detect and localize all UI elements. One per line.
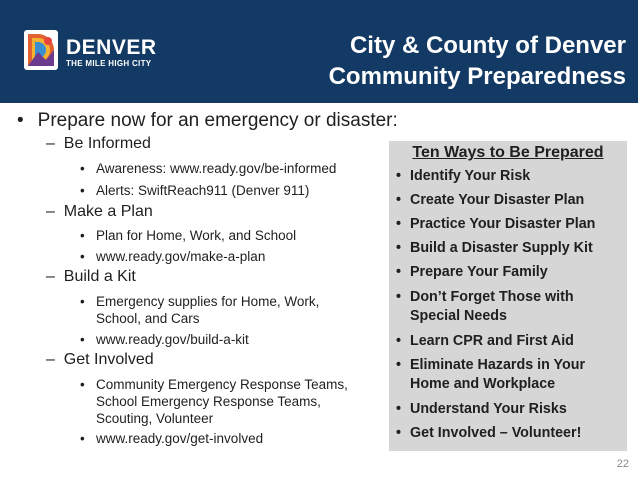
- list-item: • www.ready.gov/get-involved: [80, 431, 264, 446]
- section-heading: – Get Involved: [46, 351, 154, 368]
- list-item: • Practice Your Disaster Plan: [396, 216, 596, 232]
- bullet-icon: •: [396, 333, 402, 349]
- list-item: • Get Involved – Volunteer!: [396, 425, 582, 441]
- list-item: • Emergency supplies for Home, Work, School, and Cars: [80, 294, 320, 326]
- bullet-icon: •: [396, 289, 402, 305]
- ten-ways-title: Ten Ways to Be Prepared: [412, 144, 604, 161]
- section-heading: – Make a Plan: [46, 203, 153, 220]
- list-item: • Don’t Forget Those with Special Needs: [396, 289, 574, 324]
- logo-name: DENVER: [66, 36, 157, 59]
- list-item: • Build a Disaster Supply Kit: [396, 240, 593, 256]
- list-item: • Community Emergency Response Teams, School Emergency Response Teams, Scouting, Volunteer: [80, 377, 348, 426]
- dash-icon: –: [46, 135, 55, 152]
- section-heading: – Build a Kit: [46, 268, 136, 285]
- bullet-icon: •: [396, 168, 402, 184]
- bullet-icon: •: [396, 240, 402, 256]
- bullet-icon: •: [396, 216, 402, 232]
- list-item: • Create Your Disaster Plan: [396, 192, 585, 208]
- bullet-icon: •: [17, 110, 24, 131]
- slide-title-line-2: Community Preparedness: [328, 63, 626, 90]
- bullet-icon: •: [80, 332, 85, 347]
- ten-ways-panel: [389, 141, 627, 451]
- main-point: [17, 110, 398, 132]
- page-number: 22: [616, 458, 629, 470]
- bullet-icon: •: [80, 183, 85, 198]
- list-item: • Plan for Home, Work, and School: [80, 228, 297, 243]
- section-heading: – Be Informed: [46, 135, 151, 152]
- dash-icon: –: [46, 203, 55, 220]
- bullet-icon: •: [396, 192, 402, 208]
- bullet-icon: •: [80, 228, 85, 243]
- bullet-icon: •: [396, 401, 402, 417]
- bullet-icon: •: [396, 425, 402, 441]
- dash-icon: –: [46, 351, 55, 368]
- list-item: • www.ready.gov/make-a-plan: [80, 249, 266, 264]
- bullet-icon: •: [80, 294, 85, 309]
- bullet-icon: •: [80, 377, 85, 392]
- list-item: • Eliminate Hazards in Your Home and Workplace: [396, 357, 586, 392]
- main-point-text: Prepare now for an emergency or disaster:: [37, 110, 398, 131]
- slide-title-line-1: City & County of Denver: [349, 32, 626, 59]
- dash-icon: –: [46, 268, 55, 285]
- list-item: • Alerts: SwiftReach911 (Denver 911): [80, 183, 310, 198]
- list-item: • Understand Your Risks: [396, 401, 567, 417]
- bullet-icon: •: [396, 357, 402, 373]
- logo-tagline: THE MILE HIGH CITY: [66, 59, 152, 68]
- list-item: • Identify Your Risk: [396, 168, 531, 184]
- list-item: • www.ready.gov/build-a-kit: [80, 332, 249, 347]
- bullet-icon: •: [80, 431, 85, 446]
- bullet-icon: •: [80, 249, 85, 264]
- list-item: • Learn CPR and First Aid: [396, 333, 574, 349]
- bullet-icon: •: [80, 161, 85, 176]
- list-item: • Awareness: www.ready.gov/be-informed: [80, 161, 337, 176]
- bullet-icon: •: [396, 264, 402, 280]
- list-item: • Prepare Your Family: [396, 264, 548, 280]
